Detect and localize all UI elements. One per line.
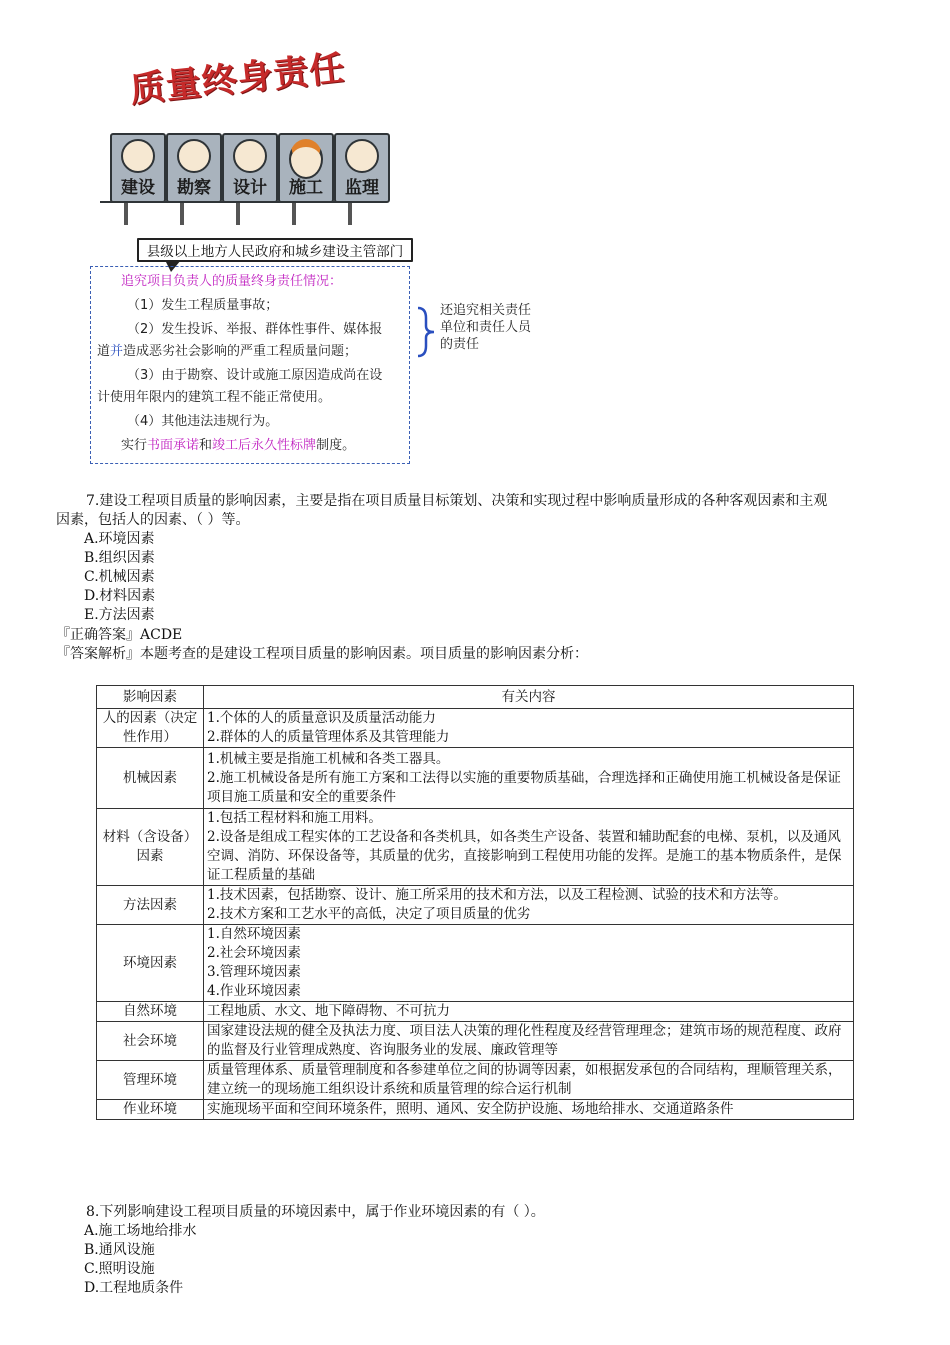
sign-supervision <box>334 133 390 203</box>
person-face-icon <box>345 139 379 173</box>
content-cell: 1.个体的人的质量意识及质量活动能力 2.群体的人的质量管理体系及其管理能力 <box>204 709 854 748</box>
q7-analysis: 『答案解析』本题考查的是建设工程项目质量的影响因素。项目质量的影响因素分析： <box>56 646 588 662</box>
table-row <box>97 709 854 748</box>
sign-label: 设计 <box>233 178 267 198</box>
q8-option: B.通风设施 <box>84 1242 155 1258</box>
column-header: 影响因素 <box>97 686 204 709</box>
sign-group <box>98 133 388 201</box>
factor-cell: 人的因素（决定性作用） <box>97 709 204 748</box>
table-row <box>97 748 854 809</box>
q7-option: E.方法因素 <box>84 607 155 623</box>
item-4: （4）其他违法违规行为。 <box>127 414 279 429</box>
factor-cell: 管理环境 <box>97 1061 204 1100</box>
table-row <box>97 1022 854 1061</box>
q7-option: B.组织因素 <box>84 550 155 566</box>
sign-builder <box>278 133 334 203</box>
sign-posts <box>100 201 385 227</box>
quality-responsibility-illustration <box>90 48 390 230</box>
sign-label: 勘察 <box>177 178 211 198</box>
q8-stem: 8.下列影响建设工程项目质量的环境因素中，属于作业环境因素的有（ ）。 <box>86 1204 545 1220</box>
person-face-icon <box>233 139 267 173</box>
content-cell: 1.技术因素，包括勘察、设计、施工所采用的技术和方法，以及工程检测、试验的技术和方法等。 2.技术方案和工艺水平的高低，决定了项目质量的优劣 <box>204 886 854 925</box>
q8-option: D.工程地质条件 <box>84 1280 184 1296</box>
q8-option: A.施工场地给排水 <box>84 1223 197 1239</box>
q8-option: C.照明设施 <box>84 1261 155 1277</box>
person-face-icon <box>121 139 155 173</box>
sign-label: 施工 <box>289 178 323 198</box>
factor-cell: 环境因素 <box>97 925 204 1002</box>
table-row <box>97 809 854 886</box>
item-3-line1: （3）由于勘察、设计或施工原因造成尚在设 <box>127 368 383 383</box>
table-header-row <box>97 686 854 709</box>
sign-label: 监理 <box>345 178 379 198</box>
sign-survey <box>166 133 222 203</box>
q7-option: C.机械因素 <box>84 569 155 585</box>
authority-label: 县级以上地方人民政府和城乡建设主管部门 <box>137 238 413 262</box>
responsibility-box <box>90 266 410 464</box>
person-face-icon <box>177 139 211 173</box>
side-note: 还追究相关责任单位和责任人员的责任 <box>440 303 532 352</box>
table-row <box>97 1061 854 1100</box>
q7-option: A.环境因素 <box>84 531 155 547</box>
q7-stem-line1: 7.建设工程项目质量的影响因素，主要是指在项目质量目标策划、决策和实现过程中影响质量形成的各种客观因素和主观 <box>86 493 828 509</box>
item-2-line1: （2）发生投诉、举报、群体性事件、媒体报 <box>127 322 383 337</box>
sign-label: 建设 <box>121 178 155 198</box>
table-row <box>97 925 854 1002</box>
sign-design <box>222 133 278 203</box>
table-row <box>97 1100 854 1120</box>
content-cell: 1.自然环境因素 2.社会环境因素 3.管理环境因素 4.作业环境因素 <box>204 925 854 1002</box>
content-cell: 国家建设法规的健全及执法力度、项目法人决策的理化性程度及经营管理理念；建筑市场的规范程度、政府的监督及行业管理成熟度、咨询服务业的发展、廉政管理等 <box>204 1022 854 1061</box>
table-row <box>97 1002 854 1022</box>
responsibility-heading: 追究项目负责人的质量终身责任情况： <box>121 274 343 289</box>
column-header: 有关内容 <box>204 686 854 709</box>
quality-factor-table <box>96 685 854 1120</box>
q7-option: D.材料因素 <box>84 588 156 604</box>
content-cell: 1.机械主要是指施工机械和各类工器具。 2.施工机械设备是所有施工方案和工法得以实施的重要物质基础，合理选择和正确使用施工机械设备是保证项目施工质量和安全的重要条件 <box>204 748 854 809</box>
table-row <box>97 886 854 925</box>
factor-cell: 社会环境 <box>97 1022 204 1061</box>
right-brace-icon <box>414 306 436 358</box>
item-1: （1）发生工程质量事故； <box>127 298 279 313</box>
illustration-title: 质量终身责任 <box>128 48 348 111</box>
factor-cell: 作业环境 <box>97 1100 204 1120</box>
content-cell: 实施现场平面和空间环境条件，照明、通风、安全防护设施、场地给排水、交通道路条件 <box>204 1100 854 1120</box>
sign-construction <box>110 133 166 203</box>
factor-cell: 机械因素 <box>97 748 204 809</box>
system-note: 实行书面承诺和竣工后永久性标牌制度。 <box>121 438 356 453</box>
content-cell: 质量管理体系、质量管理制度和各参建单位之间的协调等因素，如根据发承包的合同结构，理顺管理关系，建立统一的现场施工组织设计系统和质量管理的综合运行机制 <box>204 1061 854 1100</box>
factor-cell: 材料（含设备）因素 <box>97 809 204 886</box>
content-cell: 1.包括工程材料和施工用料。 2.设备是组成工程实体的工艺设备和各类机具，如各类生产设备、装置和辅助配套的电梯、泵机，以及通风空调、消防、环保设备等，其质量的优劣，直接影响到工程使用功能的发挥。是施工的基本物质条件，是保证工程质量的基础 <box>204 809 854 886</box>
q7-answer: 『正确答案』ACDE <box>56 627 183 643</box>
item-3-line2: 计使用年限内的建筑工程不能正常使用。 <box>97 390 332 405</box>
item-2-line2: 道并造成恶劣社会影响的严重工程质量问题； <box>97 344 358 359</box>
factor-cell: 方法因素 <box>97 886 204 925</box>
content-cell: 工程地质、水文、地下障碍物、不可抗力 <box>204 1002 854 1022</box>
q7-stem-line2: 因素，包括人的因素、（ ）等。 <box>56 512 250 528</box>
factor-cell: 自然环境 <box>97 1002 204 1022</box>
